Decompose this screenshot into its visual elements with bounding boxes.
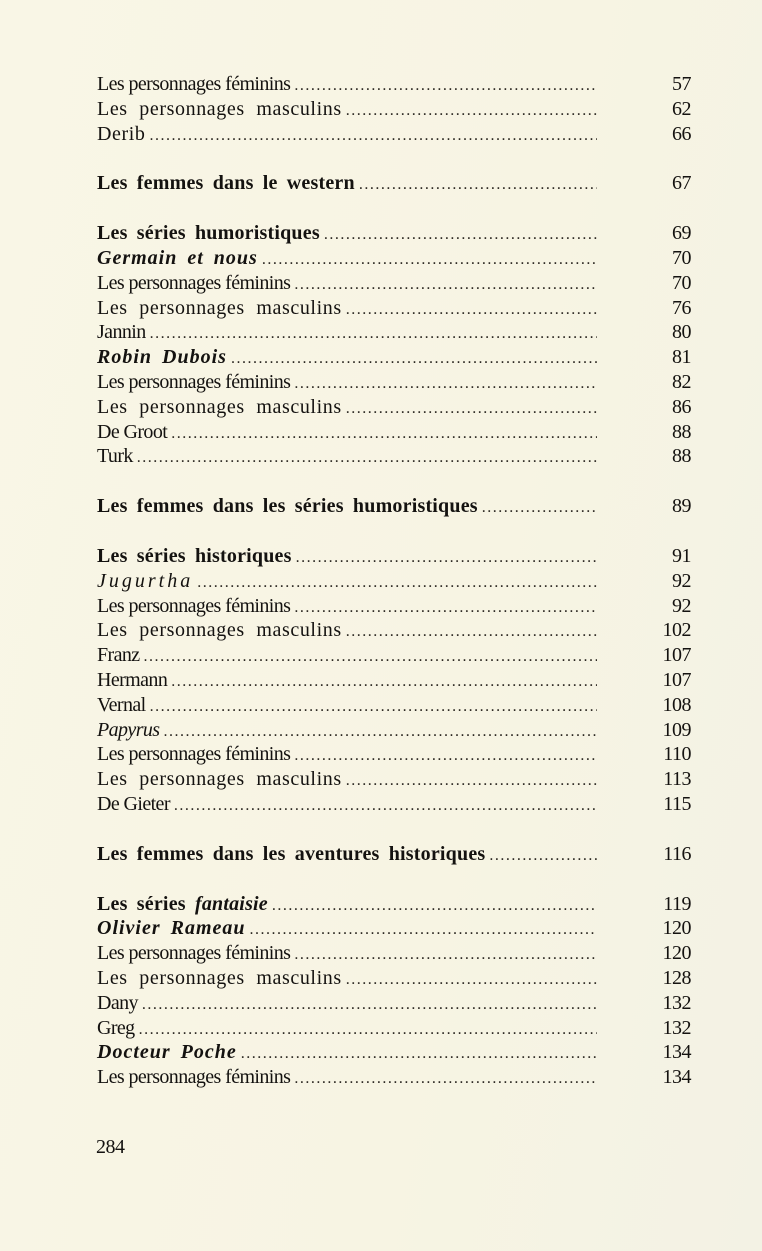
toc-entry-title-text: Dany xyxy=(97,991,138,1014)
toc-entry-title xyxy=(97,718,159,743)
toc-entry-title-text: Les personnages féminins xyxy=(97,73,291,95)
toc-entry xyxy=(97,742,691,767)
toc-entry-title xyxy=(97,494,478,519)
toc-entry-title-text: Les personnages masculins xyxy=(97,619,342,642)
toc-entry-title-text: Les personnages féminins xyxy=(97,942,291,965)
toc-entry-title-text: Les personnages féminins xyxy=(97,1066,291,1089)
dot-leader xyxy=(262,248,597,273)
toc-entry xyxy=(97,916,691,941)
toc-entry xyxy=(97,618,691,643)
toc-entry-title-text: Les séries humoristiques xyxy=(97,222,320,245)
toc-entry xyxy=(97,693,691,718)
toc-page-number: 70 xyxy=(672,246,691,269)
toc-page-number: 102 xyxy=(662,619,691,642)
toc-entry-title-text: Jannin xyxy=(97,321,146,344)
section-gap xyxy=(97,519,691,544)
toc-entry-title xyxy=(97,97,342,122)
toc-entry-title xyxy=(97,320,146,345)
toc-entry-title xyxy=(97,916,246,941)
dot-leader xyxy=(346,769,597,794)
toc-entry-title-text: Papyrus xyxy=(97,718,160,741)
dot-leader xyxy=(296,546,597,571)
toc-page-number: 109 xyxy=(662,718,691,741)
toc-entry-title-text: Les personnages féminins xyxy=(97,271,291,294)
toc-page-number: 132 xyxy=(662,991,691,1014)
toc-entry xyxy=(97,97,691,122)
toc-entry-title-text: Olivier Rameau xyxy=(97,917,246,940)
toc-page-number: 119 xyxy=(663,892,691,915)
dot-leader xyxy=(241,1042,597,1067)
toc-entry xyxy=(97,966,691,991)
toc-page-number: 57 xyxy=(672,73,691,95)
toc-page-number: 134 xyxy=(662,1041,691,1064)
toc-section-heading xyxy=(97,842,691,867)
toc-entry-title-text: Les personnages masculins xyxy=(97,97,342,120)
toc-entry-title-text: Hermann xyxy=(97,668,168,691)
toc-entry-title xyxy=(97,444,133,469)
toc-entry xyxy=(97,246,691,271)
toc-entry-title xyxy=(97,643,140,668)
dot-leader xyxy=(346,298,597,323)
toc-entry xyxy=(97,792,691,817)
toc-entry-title-italic: fantaisie xyxy=(194,892,268,915)
toc-entry xyxy=(97,395,691,420)
toc-page-number: 115 xyxy=(663,792,691,815)
toc-entry-title xyxy=(97,171,355,196)
toc-entry-title xyxy=(97,271,290,296)
toc-entry-title-text: Les personnages masculins xyxy=(97,296,342,319)
toc-entry xyxy=(97,444,691,469)
dot-leader xyxy=(150,695,597,720)
dot-leader xyxy=(294,596,597,621)
toc-entry-title xyxy=(97,72,290,97)
toc-entry-title xyxy=(97,594,290,619)
toc-entry-title xyxy=(97,221,320,246)
toc-page-number: 116 xyxy=(663,842,691,865)
toc-entry-title-text: Turk xyxy=(97,445,133,468)
dot-leader xyxy=(197,571,597,596)
toc-entry-title xyxy=(97,842,485,867)
toc-entry xyxy=(97,72,691,97)
dot-leader xyxy=(137,446,597,471)
section-gap xyxy=(97,867,691,892)
section-gap xyxy=(97,469,691,494)
toc-page-number: 108 xyxy=(662,693,691,716)
dot-leader xyxy=(150,322,597,347)
toc-entry-title xyxy=(97,395,342,420)
toc-entry-title xyxy=(97,1016,135,1041)
dot-leader xyxy=(489,844,597,869)
toc-entry xyxy=(97,345,691,370)
toc-entry-title-text: Les femmes dans les séries humoristiques xyxy=(97,495,478,518)
dot-leader xyxy=(139,1018,597,1043)
toc-entry-title-text: De Gieter xyxy=(97,792,170,815)
page-number: 284 xyxy=(96,1136,125,1158)
toc-page-number: 81 xyxy=(672,346,691,369)
toc-entry-title-text: Les personnages masculins xyxy=(97,395,342,418)
toc-entry-title xyxy=(97,742,290,767)
toc-entry xyxy=(97,991,691,1016)
toc-entry-title-text: Derib xyxy=(97,122,146,145)
toc-entry xyxy=(97,941,691,966)
toc-entry xyxy=(97,718,691,743)
dot-leader xyxy=(346,99,597,124)
dot-leader xyxy=(482,496,597,521)
dot-leader xyxy=(294,943,597,968)
toc-entry-title-text: Les femmes dans les aventures historiques xyxy=(97,842,486,865)
toc-entry-title-text: Les séries historiques xyxy=(97,544,292,567)
dot-leader xyxy=(294,372,597,397)
toc-entry xyxy=(97,1040,691,1065)
toc-entry xyxy=(97,643,691,668)
toc-entry-title xyxy=(97,792,170,817)
toc-entry-title xyxy=(97,991,138,1016)
dot-leader xyxy=(272,894,597,919)
toc-entry xyxy=(97,569,691,594)
toc-entry-title-text: Germain et nous xyxy=(97,246,258,269)
toc-entry xyxy=(97,296,691,321)
toc-entry-title xyxy=(97,1065,290,1090)
toc-page-number: 107 xyxy=(662,644,691,667)
toc-entry-title-text: Franz xyxy=(97,644,140,667)
toc-page-number: 70 xyxy=(672,271,691,294)
toc-entry-title xyxy=(97,420,167,445)
toc-page-number: 92 xyxy=(672,569,691,592)
toc-page-number: 128 xyxy=(662,966,691,989)
section-gap xyxy=(97,146,691,171)
dot-leader xyxy=(324,223,597,248)
toc-entry-title-text: Vernal xyxy=(97,693,146,716)
dot-leader xyxy=(171,422,597,447)
toc-entry xyxy=(97,420,691,445)
toc-entry-title xyxy=(97,668,167,693)
toc-page-number: 120 xyxy=(662,942,691,965)
section-gap xyxy=(97,196,691,221)
toc-entry-title xyxy=(97,767,342,792)
toc-page-number: 89 xyxy=(672,495,691,518)
toc-page-number: 67 xyxy=(672,172,691,195)
toc-entry xyxy=(97,1016,691,1041)
toc-page-number: 132 xyxy=(662,1016,691,1039)
toc-page-number: 86 xyxy=(672,395,691,418)
toc-entry xyxy=(97,594,691,619)
dot-leader xyxy=(142,993,597,1018)
toc-entry-title-text: Les personnages masculins xyxy=(97,966,342,989)
toc-entry-title xyxy=(97,370,290,395)
toc-entry-title xyxy=(97,1040,237,1065)
toc-page-number: 120 xyxy=(662,917,691,940)
dot-leader xyxy=(346,620,597,645)
toc-entry-title-text: Les personnages féminins xyxy=(97,370,291,393)
toc-entry-title-text: Docteur Poche xyxy=(97,1041,237,1064)
toc-entry-title xyxy=(97,892,268,917)
dot-leader xyxy=(171,670,597,695)
toc-entry-title xyxy=(97,966,342,991)
toc-entry xyxy=(97,668,691,693)
toc-entry-title-text: Les personnages féminins xyxy=(97,743,291,766)
dot-leader xyxy=(150,124,597,149)
toc-section-heading xyxy=(97,171,691,196)
toc-entry-title-text: De Groot xyxy=(97,420,168,443)
toc-page-number: 92 xyxy=(672,594,691,617)
dot-leader xyxy=(294,273,597,298)
toc-page-number: 113 xyxy=(663,768,691,791)
toc-section-heading xyxy=(97,494,691,519)
toc-page-number: 88 xyxy=(672,445,691,468)
toc-entry-title-text: Les séries xyxy=(97,892,195,915)
toc-section-heading xyxy=(97,221,691,246)
toc-entry-title xyxy=(97,122,146,147)
toc-section-heading xyxy=(97,892,691,917)
toc-page-number: 134 xyxy=(662,1066,691,1089)
dot-leader xyxy=(359,173,597,198)
dot-leader xyxy=(163,720,597,745)
toc-page-number: 69 xyxy=(672,222,691,245)
toc-entry xyxy=(97,320,691,345)
dot-leader xyxy=(144,645,597,670)
toc-entry xyxy=(97,370,691,395)
toc-entry-title-text: Greg xyxy=(97,1016,135,1039)
toc-entry-title xyxy=(97,544,292,569)
dot-leader xyxy=(294,744,597,769)
toc-entry-title-text: Les personnages féminins xyxy=(97,594,291,617)
toc-page-number: 91 xyxy=(672,544,691,567)
toc-page-number: 62 xyxy=(672,97,691,120)
toc-entry-title xyxy=(97,345,227,370)
dot-leader xyxy=(231,347,597,372)
dot-leader xyxy=(294,1067,597,1092)
toc-entry-title xyxy=(97,246,258,271)
section-gap xyxy=(97,817,691,842)
toc-page-number: 76 xyxy=(672,296,691,319)
toc-entry-title-text: Robin Dubois xyxy=(97,346,227,369)
toc-page-number: 107 xyxy=(662,668,691,691)
dot-leader xyxy=(346,968,597,993)
toc-entry-title-text: Jugurtha xyxy=(97,569,194,592)
toc-page-number: 110 xyxy=(663,743,691,766)
toc-entry-title-text: Les femmes dans le western xyxy=(97,172,355,195)
dot-leader xyxy=(294,74,597,99)
toc-entry-title xyxy=(97,693,146,718)
table-of-contents xyxy=(97,72,691,1090)
dot-leader xyxy=(174,794,597,819)
toc-entry xyxy=(97,271,691,296)
toc-page-number: 88 xyxy=(672,420,691,443)
toc-entry xyxy=(97,122,691,147)
toc-entry-title-text: Les personnages masculins xyxy=(97,768,342,791)
dot-leader xyxy=(346,397,597,422)
toc-entry-title xyxy=(97,569,193,594)
dot-leader xyxy=(250,918,597,943)
toc-page-number: 80 xyxy=(672,321,691,344)
toc-entry-title xyxy=(97,941,290,966)
toc-entry-title xyxy=(97,618,342,643)
toc-section-heading xyxy=(97,544,691,569)
toc-entry xyxy=(97,767,691,792)
toc-entry-title xyxy=(97,296,342,321)
toc-entry xyxy=(97,1065,691,1090)
toc-page-number: 82 xyxy=(672,370,691,393)
toc-page-number: 66 xyxy=(672,122,691,145)
